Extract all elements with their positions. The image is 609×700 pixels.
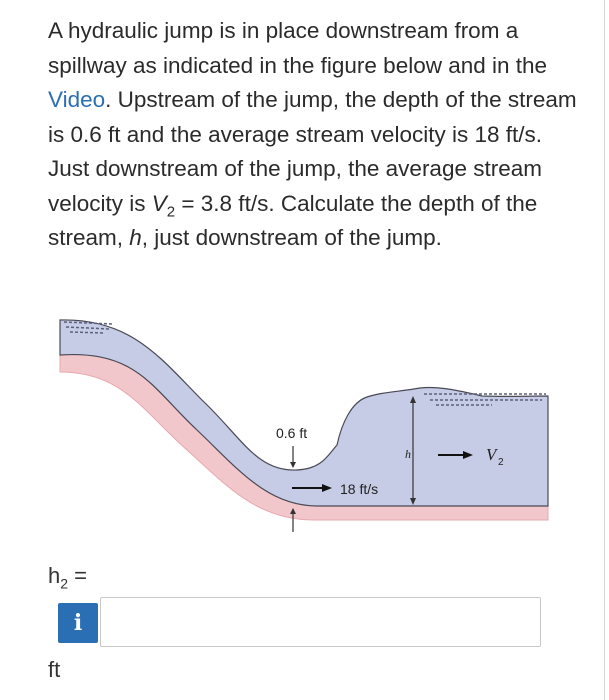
video-link[interactable]: Video [48, 87, 106, 112]
answer-input[interactable] [100, 597, 541, 647]
water-stream [60, 320, 548, 506]
answer-unit: ft [48, 657, 61, 682]
answer-subscript: 2 [60, 575, 69, 592]
v2-label: V [486, 445, 497, 464]
info-icon[interactable]: i [58, 603, 98, 643]
hydraulic-jump-figure [52, 310, 552, 540]
problem-text: A hydraulic jump is in place downstream from a spillway as indicated in the figure below and in the [48, 18, 548, 78]
h-symbol: h [129, 225, 142, 250]
problem-text: = 3.8 ft/s. Calculate the depth of the stream, [48, 190, 538, 250]
v2-label-subscript: 2 [498, 457, 504, 468]
depth-label: 0.6 ft [276, 425, 308, 441]
problem-statement [48, 14, 578, 256]
v2-subscript: 2 [166, 203, 176, 220]
answer-label [48, 563, 88, 592]
problem-text: , just downstream of the jump. [141, 225, 442, 250]
depth-arrowhead-top [290, 462, 296, 468]
velocity-label: 18 ft/s [340, 481, 379, 497]
h-label: h [405, 447, 411, 461]
answer-symbol: h [48, 563, 61, 588]
v2-symbol: V [151, 190, 167, 216]
problem-text: . Upstream of the jump, the depth of the stream is 0.6 ft and the average stream velocity is 18 ft/s. Just downstream of the jump, the average stream velocity is [48, 87, 577, 216]
answer-equals: = [68, 563, 88, 588]
